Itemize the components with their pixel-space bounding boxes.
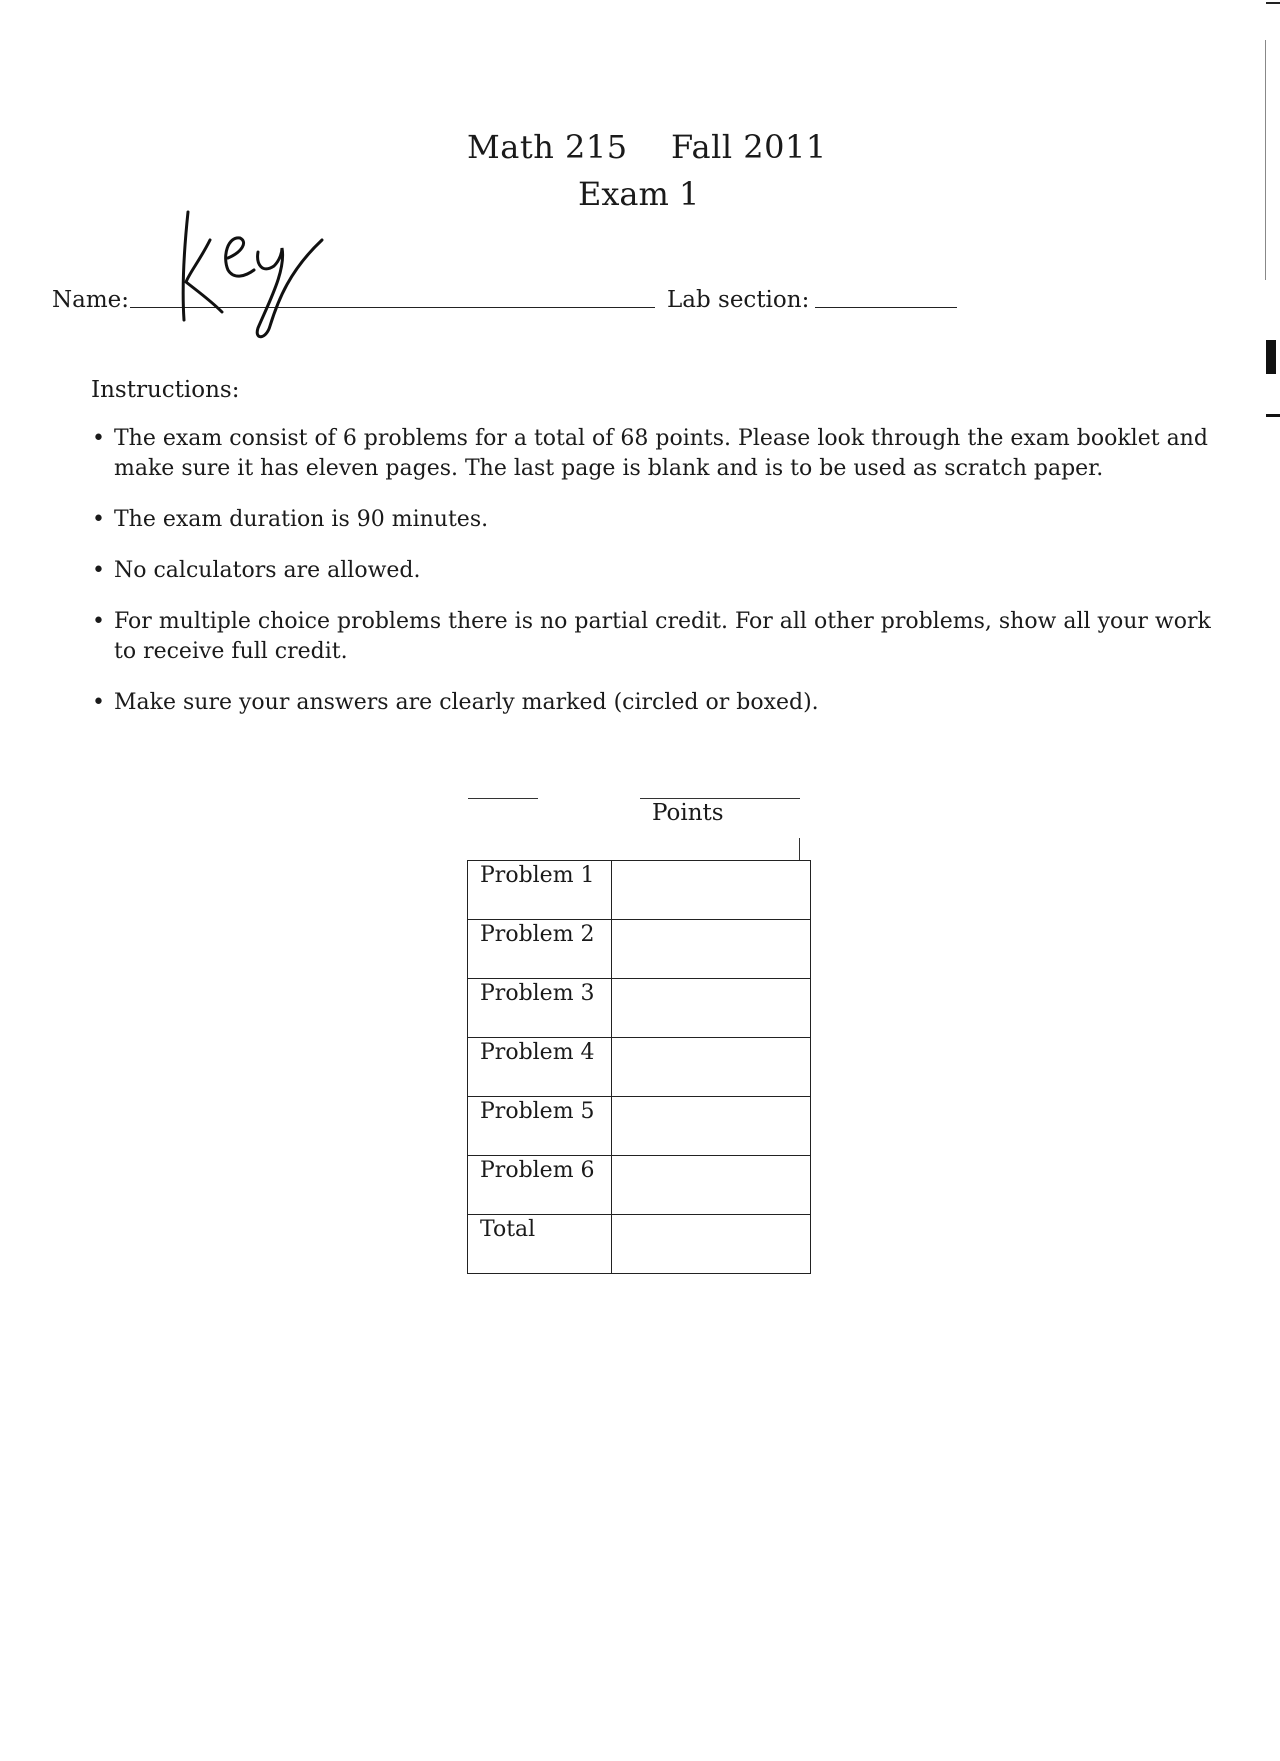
handwritten-name-key bbox=[170, 200, 340, 360]
row-label: Problem 5 bbox=[468, 1097, 612, 1156]
scan-edge-line bbox=[1265, 40, 1266, 280]
lab-section-label: Lab section: bbox=[667, 287, 810, 313]
course-title: Math 215 bbox=[467, 128, 628, 166]
points-cell bbox=[612, 979, 811, 1038]
lab-section-line bbox=[815, 307, 957, 308]
points-column-header: Points bbox=[652, 800, 724, 826]
instruction-item: • Make sure your answers are clearly marked (circled or boxed). bbox=[92, 688, 1212, 718]
score-table bbox=[467, 860, 811, 1274]
name-label: Name: bbox=[52, 287, 130, 313]
row-label: Problem 1 bbox=[468, 861, 612, 920]
points-cell bbox=[612, 1215, 811, 1274]
instruction-item: • The exam duration is 90 minutes. bbox=[92, 505, 1212, 535]
scan-mark bbox=[1266, 2, 1280, 4]
table-row bbox=[468, 1038, 811, 1097]
name-line-extension bbox=[335, 307, 655, 308]
table-row bbox=[468, 1156, 811, 1215]
table-row-total bbox=[468, 1215, 811, 1274]
points-cell bbox=[612, 920, 811, 979]
table-top-rule bbox=[640, 798, 800, 799]
row-label: Total bbox=[468, 1215, 612, 1274]
table-row bbox=[468, 1097, 811, 1156]
points-cell bbox=[612, 1156, 811, 1215]
scan-mark bbox=[1266, 414, 1280, 417]
table-top-rule bbox=[468, 798, 538, 799]
instruction-item: • For multiple choice problems there is no partial credit. For all other problems, show all your work to receive full credit. bbox=[92, 607, 1212, 667]
row-label: Problem 2 bbox=[468, 920, 612, 979]
row-label: Problem 4 bbox=[468, 1038, 612, 1097]
term-title: Fall 2011 bbox=[671, 128, 827, 166]
instruction-item: • The exam consist of 6 problems for a total of 68 points. Please look through the exam booklet and make sure it has eleven pages. The last page is blank and is to be used as scratch paper. bbox=[92, 424, 1212, 484]
points-cell bbox=[612, 861, 811, 920]
row-label: Problem 3 bbox=[468, 979, 612, 1038]
scan-mark bbox=[1266, 340, 1276, 374]
points-cell bbox=[612, 1097, 811, 1156]
table-row bbox=[468, 920, 811, 979]
table-row bbox=[468, 979, 811, 1038]
instructions-list bbox=[92, 424, 1212, 739]
instructions-heading: Instructions: bbox=[91, 377, 240, 403]
points-cell bbox=[612, 1038, 811, 1097]
table-row bbox=[468, 861, 811, 920]
instruction-item: • No calculators are allowed. bbox=[92, 556, 1212, 586]
exam-title: Exam 1 bbox=[578, 175, 700, 213]
row-label: Problem 6 bbox=[468, 1156, 612, 1215]
table-divider bbox=[799, 838, 800, 860]
